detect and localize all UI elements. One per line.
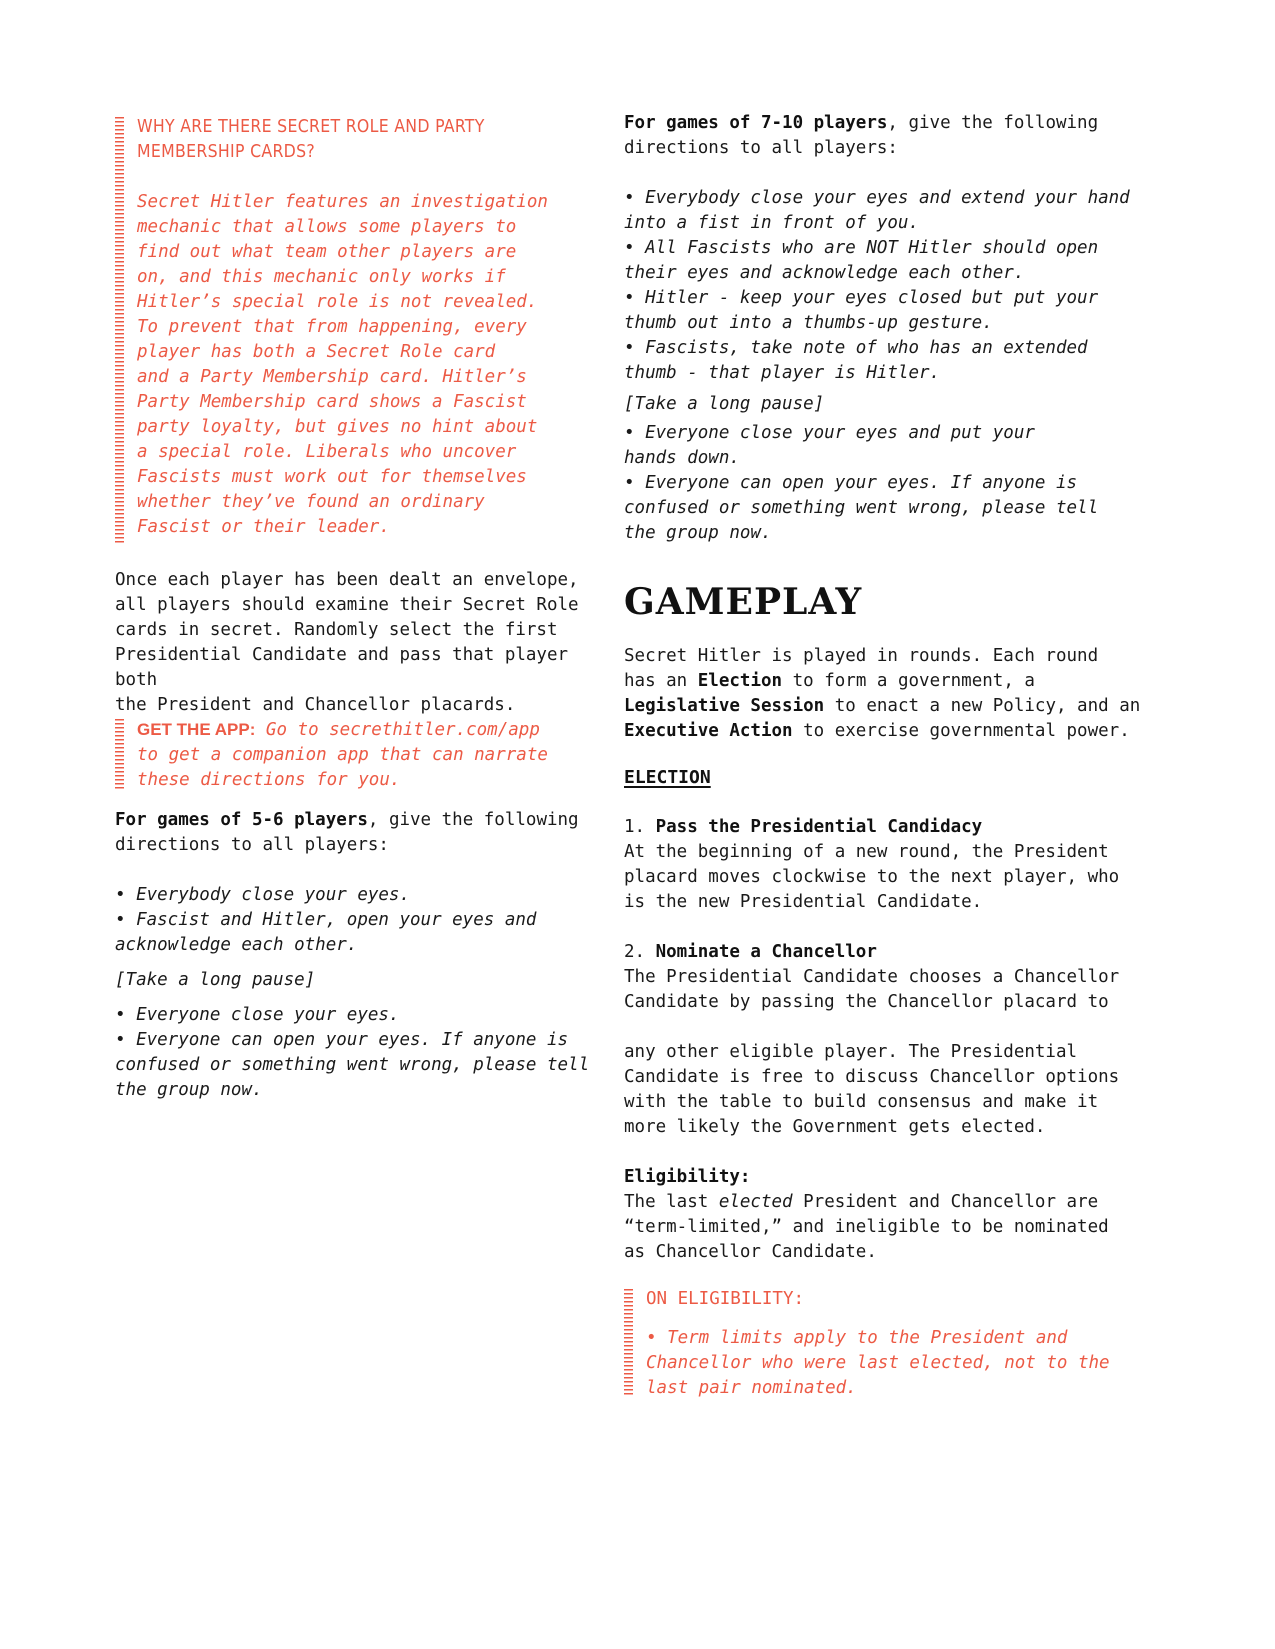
seven-ten-section bbox=[624, 111, 1144, 546]
intro-line: Presidential Candidate and pass that player both bbox=[115, 645, 569, 690]
gameplay-term: Election bbox=[697, 671, 783, 691]
intro-line: Once each player has been dealt an envelope, bbox=[115, 570, 579, 590]
sidebar-body-line: Party Membership card shows a Fascist bbox=[137, 392, 527, 412]
instruction-line: • Hitler - keep your eyes closed but put your bbox=[624, 288, 1099, 308]
gameplay-term: Executive Action bbox=[624, 721, 793, 741]
five-six-text: directions to all players: bbox=[115, 835, 389, 855]
step-line: placard moves clockwise to the next player, who bbox=[624, 867, 1120, 887]
instruction-line: • Everybody close your eyes and extend your hand bbox=[624, 188, 1130, 208]
sidebar-title-line: WHY ARE THERE SECRET ROLE AND PARTY bbox=[137, 117, 485, 137]
gameplay-heading: GAMEPLAY bbox=[624, 581, 863, 623]
step-line: is the new Presidential Candidate. bbox=[624, 892, 983, 912]
instruction-line: acknowledge each other. bbox=[115, 935, 358, 955]
sidebar-title-line: MEMBERSHIP CARDS? bbox=[137, 142, 316, 162]
eligibility-emphasis: elected bbox=[718, 1192, 793, 1212]
callout-bar bbox=[115, 117, 124, 545]
step-line: more likely the Government gets elected. bbox=[624, 1117, 1046, 1137]
on-eligibility-line: Chancellor who were last elected, not to the bbox=[646, 1353, 1110, 1373]
sidebar-body-line: To prevent that from happening, every bbox=[137, 317, 527, 337]
instruction-line: • Everybody close your eyes. bbox=[115, 885, 411, 905]
eligibility-line: as Chancellor Candidate. bbox=[624, 1242, 877, 1262]
intro-paragraph bbox=[115, 568, 615, 718]
step-title: Nominate a Chancellor bbox=[655, 942, 877, 962]
instruction-line: the group now. bbox=[624, 523, 772, 543]
step-title: Pass the Presidential Candidacy bbox=[655, 817, 983, 837]
instruction-line: into a fist in front of you. bbox=[624, 213, 920, 233]
five-six-heading: For games of 5-6 players bbox=[115, 810, 368, 830]
gameplay-text: to form a government, a bbox=[782, 671, 1035, 691]
instruction-line: • Fascist and Hitler, open your eyes and bbox=[115, 910, 537, 930]
app-text: Go to secrethitler.com/app bbox=[255, 720, 540, 740]
step-number: 2. bbox=[624, 942, 656, 962]
sidebar-body-line: party loyalty, but gives no hint about bbox=[137, 417, 538, 437]
sidebar-body-line: Fascists must work out for themselves bbox=[137, 467, 527, 487]
gameplay-text: to exercise governmental power. bbox=[792, 721, 1130, 741]
instruction-line: hands down. bbox=[624, 448, 740, 468]
on-eligibility-callout bbox=[624, 1287, 1146, 1397]
instruction-line: • Everyone close your eyes. bbox=[115, 1005, 400, 1025]
instruction-line: confused or something went wrong, please tell bbox=[624, 498, 1099, 518]
instruction-line: • Everyone close your eyes and put your bbox=[624, 423, 1035, 443]
sidebar-body-line: player has both a Secret Role card bbox=[137, 342, 496, 362]
gameplay-line: Secret Hitler is played in rounds. Each round bbox=[624, 646, 1099, 666]
instruction-line: their eyes and acknowledge each other. bbox=[624, 263, 1025, 283]
pause-line: [Take a long pause] bbox=[624, 394, 825, 414]
instruction-line: thumb - that player is Hitler. bbox=[624, 363, 941, 383]
eligibility-text: President and Chancellor are bbox=[792, 1192, 1099, 1212]
instruction-line: • Fascists, take note of who has an extended bbox=[624, 338, 1088, 358]
on-eligibility-title: ON ELIGIBILITY: bbox=[646, 1289, 805, 1309]
on-eligibility-line: last pair nominated. bbox=[646, 1378, 857, 1398]
gameplay-text: to enact a new Policy, and an bbox=[824, 696, 1141, 716]
step-line: with the table to build consensus and make it bbox=[624, 1092, 1099, 1112]
sidebar-body-line: find out what team other players are bbox=[137, 242, 517, 262]
five-six-text: , give the following bbox=[367, 810, 579, 830]
app-callout bbox=[115, 717, 617, 792]
sidebar-why-cards bbox=[115, 115, 617, 547]
on-eligibility-line: • Term limits apply to the President and bbox=[646, 1328, 1068, 1348]
step-line: any other eligible player. The Presidential bbox=[624, 1042, 1078, 1062]
intro-line: all players should examine their Secret Role bbox=[115, 595, 579, 615]
step-line: Candidate is free to discuss Chancellor options bbox=[624, 1067, 1120, 1087]
eligibility-line: “term-limited,” and ineligible to be nominated bbox=[624, 1217, 1109, 1237]
election-section bbox=[624, 765, 1144, 1265]
gameplay-section bbox=[624, 582, 1144, 744]
gameplay-term: Legislative Session bbox=[624, 696, 825, 716]
instruction-line: the group now. bbox=[115, 1080, 263, 1100]
sidebar-body-line: whether they’ve found an ordinary bbox=[137, 492, 485, 512]
instruction-line: • All Fascists who are NOT Hitler should open bbox=[624, 238, 1099, 258]
callout-bar bbox=[115, 719, 124, 790]
step-line: Candidate by passing the Chancellor placard to bbox=[624, 992, 1109, 1012]
sidebar-body-line: Hitler’s special role is not revealed. bbox=[137, 292, 538, 312]
seven-ten-text: , give the following bbox=[887, 113, 1099, 133]
intro-line: cards in secret. Randomly select the first bbox=[115, 620, 558, 640]
eligibility-title: Eligibility: bbox=[624, 1167, 751, 1187]
sidebar-body-line: Secret Hitler features an investigation bbox=[137, 192, 548, 212]
step-line: The Presidential Candidate chooses a Chancellor bbox=[624, 967, 1120, 987]
callout-bar bbox=[624, 1289, 633, 1395]
app-label: GET THE APP: bbox=[137, 720, 256, 739]
step-line: At the beginning of a new round, the President bbox=[624, 842, 1109, 862]
sidebar-body-line: on, and this mechanic only works if bbox=[137, 267, 506, 287]
step-number: 1. bbox=[624, 817, 656, 837]
sidebar-body-line: a special role. Liberals who uncover bbox=[137, 442, 517, 462]
eligibility-text: The last bbox=[624, 1192, 719, 1212]
five-six-section bbox=[115, 808, 615, 1103]
seven-ten-text: directions to all players: bbox=[624, 138, 898, 158]
sidebar-body-line: and a Party Membership card. Hitler’s bbox=[137, 367, 527, 387]
instruction-line: confused or something went wrong, please tell bbox=[115, 1055, 590, 1075]
pause-line: [Take a long pause] bbox=[115, 970, 316, 990]
election-heading: ELECTION bbox=[624, 767, 711, 788]
instruction-line: • Everyone can open your eyes. If anyone is bbox=[624, 473, 1078, 493]
intro-line: the President and Chancellor placards. bbox=[115, 695, 516, 715]
sidebar-body-line: Fascist or their leader. bbox=[137, 517, 390, 537]
gameplay-text: has an bbox=[624, 671, 698, 691]
app-text: these directions for you. bbox=[137, 770, 401, 790]
app-text: to get a companion app that can narrate bbox=[137, 745, 548, 765]
instruction-line: thumb out into a thumbs-up gesture. bbox=[624, 313, 993, 333]
instruction-line: • Everyone can open your eyes. If anyone is bbox=[115, 1030, 569, 1050]
sidebar-body-line: mechanic that allows some players to bbox=[137, 217, 517, 237]
seven-ten-heading: For games of 7-10 players bbox=[624, 113, 888, 133]
